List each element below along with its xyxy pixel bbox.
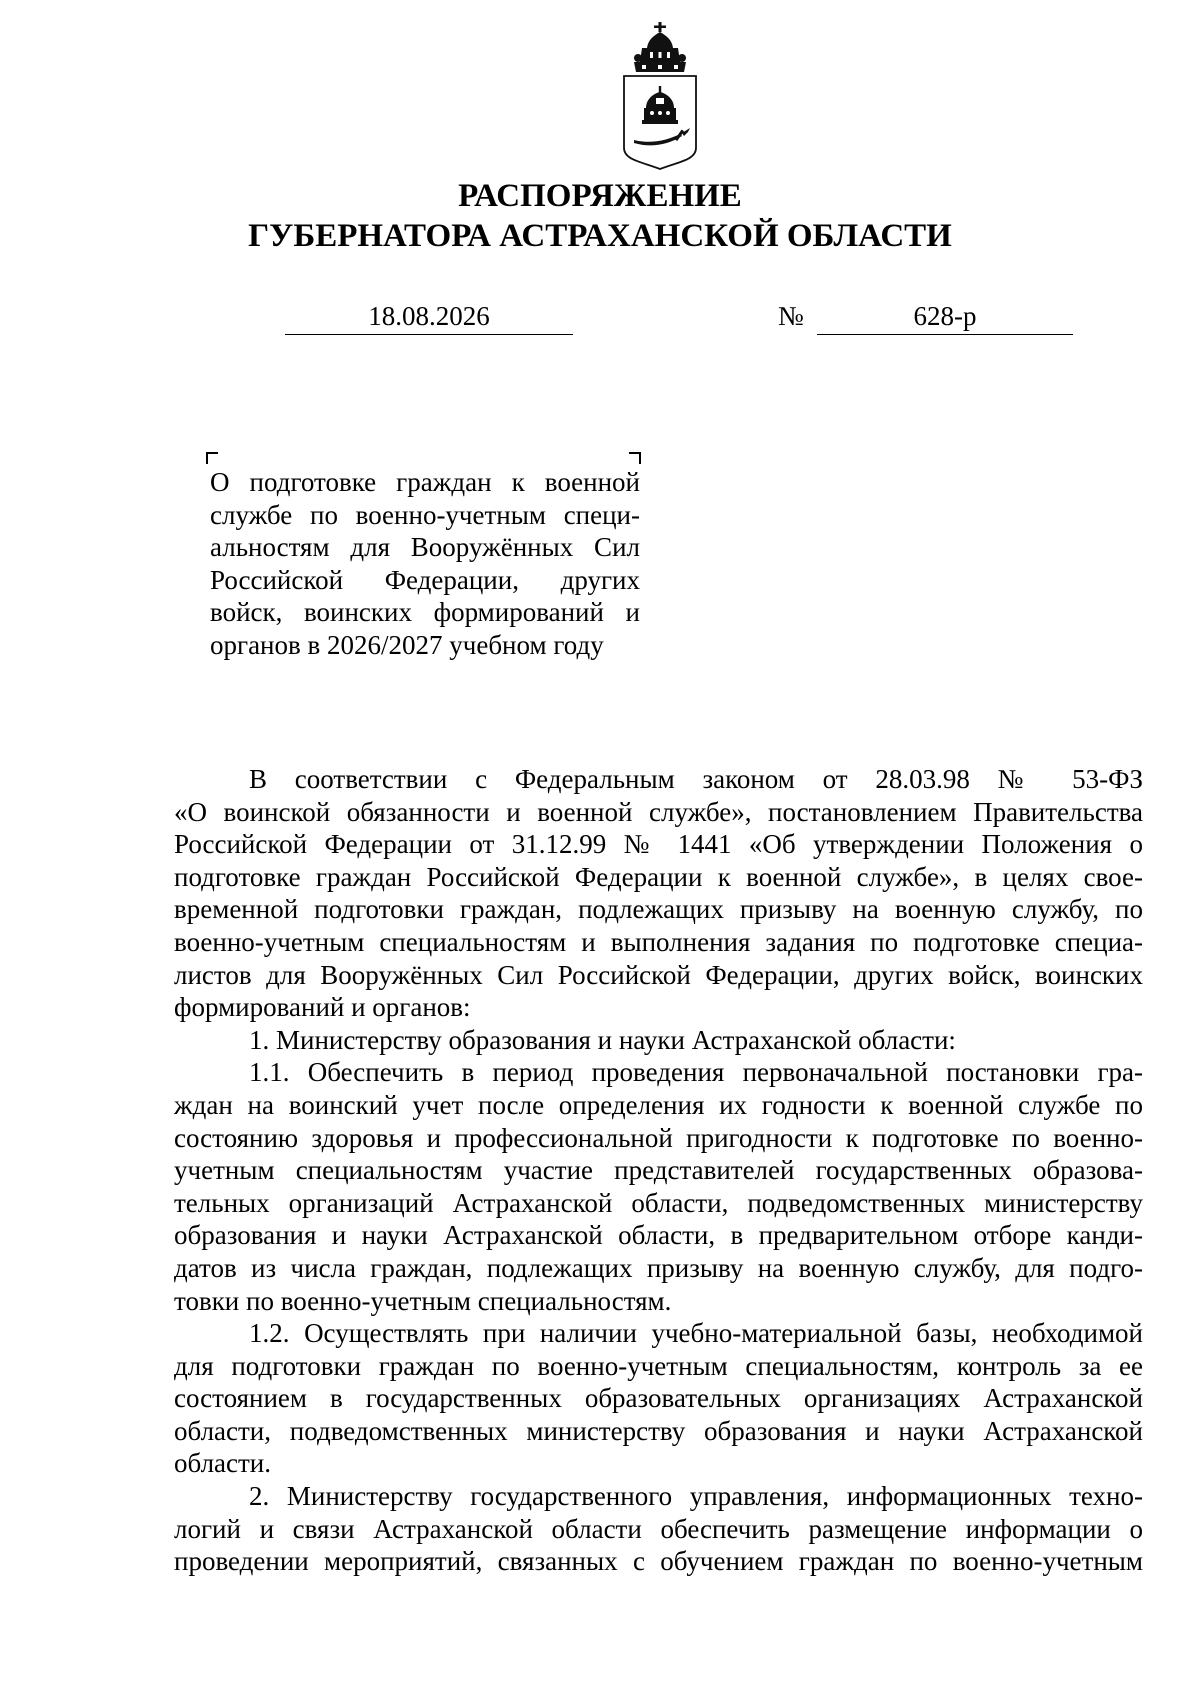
body-line: области.: [174, 1448, 272, 1479]
subject-line: Российской Федерации, других: [210, 564, 640, 595]
body-line: датов из числа граждан, подлежащих призыву на военную службу, для подго-: [174, 1252, 1143, 1283]
number-sign: №: [778, 301, 804, 331]
body-line: области, подведомственных министерству образования и науки Астраханской: [174, 1415, 1143, 1446]
body-line: состоянием в государственных образовательных организациях Астраханской: [174, 1383, 1143, 1414]
body-line: «О воинской обязанности и военной службе», постановлением Правительства: [174, 796, 1143, 827]
body-line: тельных организаций Астраханской области, подведомственных министерству: [174, 1187, 1143, 1218]
body-line: 1.1. Обеспечить в период проведения первоначальной постановки гра-: [249, 1057, 1143, 1088]
body-line: военно-учетным специальностям и выполнения задания по подготовке специа-: [174, 926, 1143, 957]
body-line: подготовке граждан Российской Федерации к военной службе», в целях свое-: [174, 861, 1143, 892]
subject-line: войск, воинских формирований и: [210, 597, 640, 627]
document-subject: [210, 466, 640, 661]
body-line: состоянию здоровья и профессиональной пригодности к подготовке по военно-: [174, 1122, 1143, 1153]
document-number: 628-р: [817, 300, 1073, 335]
body-line: товки по военно-учетным специальностям.: [174, 1285, 672, 1316]
body-line: логий и связи Астраханской области обеспечить размещение информации о: [174, 1513, 1143, 1544]
subject-line: службе по военно-учетным специ-: [210, 499, 640, 530]
body-line: 1.2. Осуществлять при наличии учебно-материальной базы, необходимой: [249, 1318, 1143, 1349]
body-line: листов для Вооружённых Сил Российской Федерации, других войск, воинских: [174, 959, 1143, 990]
body-line: 1. Министерству образования и науки Астраханской области:: [249, 1024, 956, 1055]
issuer-title: ГУБЕРНАТОРА АСТРАХАНСКОЙ ОБЛАСТИ: [248, 218, 952, 254]
body-line: Российской Федерации от 31.12.99 № 1441 «Об утверждении Положения о: [174, 829, 1143, 860]
subject-line: О подготовке граждан к военной: [210, 467, 640, 497]
body-line: для подготовки граждан по военно-учетным специальностям, контроль за ее: [174, 1350, 1143, 1381]
document-body: [174, 763, 1143, 1578]
body-line: 2. Министерству государственного управления, информационных техно-: [249, 1481, 1143, 1512]
document-date: 18.08.2026: [285, 300, 573, 335]
coat-of-arms-icon: [620, 22, 700, 170]
subject-line: органов в 2026/2027 учебном году: [210, 629, 604, 660]
document-type-title: РАСПОРЯЖЕНИЕ: [458, 178, 742, 214]
body-line: формирований и органов:: [174, 992, 471, 1023]
body-line: ждан на воинский учет после определения их годности к военной службе по: [174, 1089, 1143, 1120]
subject-line: альностям для Вооружённых Сил: [210, 532, 640, 562]
body-line: временной подготовки граждан, подлежащих призыву на военную службу, по: [174, 894, 1143, 925]
body-line: проведении мероприятий, связанных с обучением граждан по военно-учетным: [174, 1546, 1143, 1577]
subject-corner-right: [629, 452, 641, 464]
body-line: В соответствии с Федеральным законом от 28.03.98 № 53-ФЗ: [249, 764, 1143, 794]
body-line: учетным специальностям участие представителей государственных образова-: [174, 1155, 1143, 1186]
subject-corner-left: [206, 452, 218, 464]
body-line: образования и науки Астраханской области, в предварительном отборе канди-: [174, 1220, 1143, 1251]
